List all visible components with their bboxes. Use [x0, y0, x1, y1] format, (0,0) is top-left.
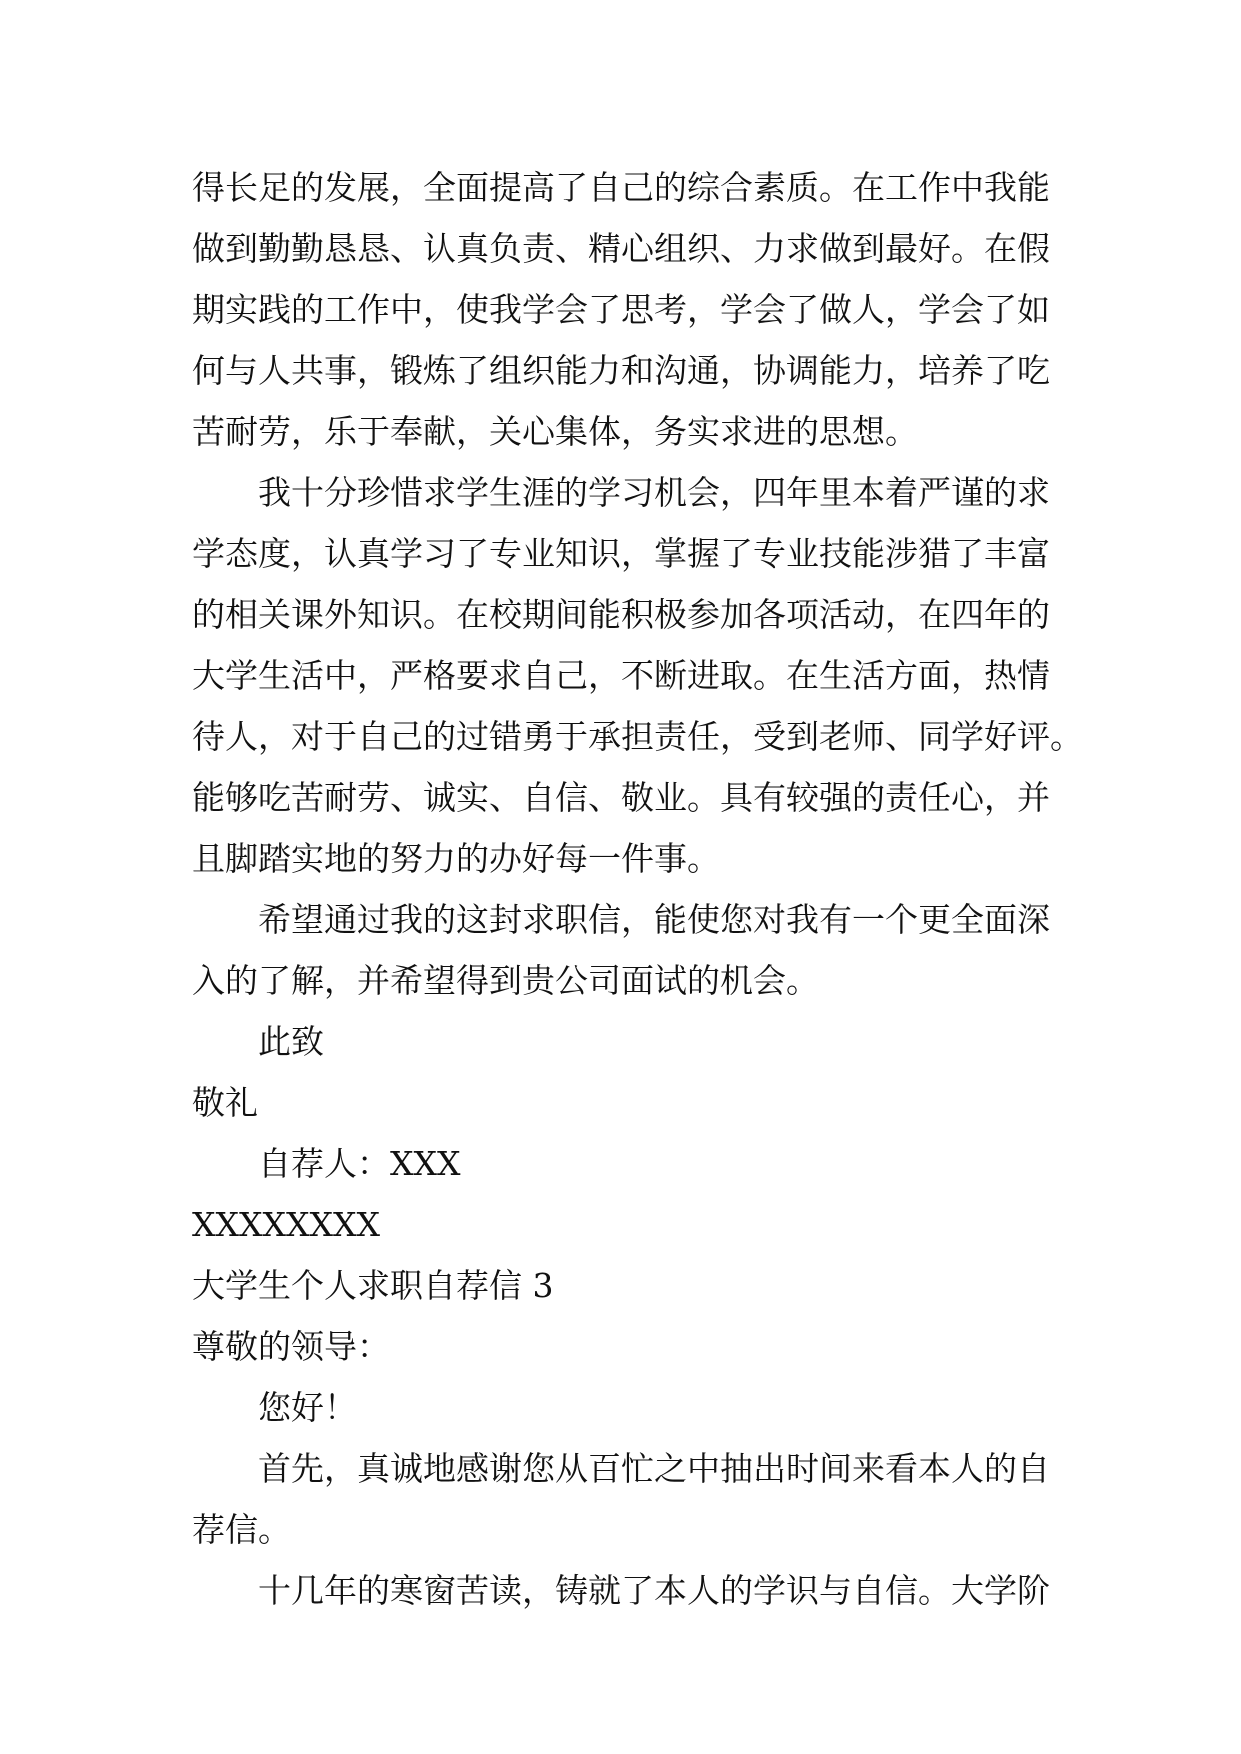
- text-line: 学态度，认真学习了专业知识，掌握了专业技能涉猎了丰富: [192, 534, 1050, 573]
- text-line: 得长足的发展，全面提高了自己的综合素质。在工作中我能: [192, 168, 1050, 207]
- text-line: 何与人共事，锻炼了组织能力和沟通，协调能力，培养了吃: [192, 351, 1050, 390]
- text-line: 我十分珍惜求学生涯的学习机会，四年里本着严谨的求: [258, 473, 1050, 512]
- letter-body: [192, 157, 1083, 1621]
- paragraph-experience: [192, 157, 1050, 462]
- text-line: 入的了解，并希望得到贵公司面试的机会。: [192, 961, 819, 1000]
- text-line: 且脚踏实地的努力的办好每一件事。: [192, 839, 720, 878]
- signature-line: 自荐人：XXX: [258, 1144, 461, 1183]
- text-line: 首先，真诚地感谢您从百忙之中抽出时间来看本人的自: [258, 1449, 1050, 1488]
- greeting-recipient: 尊敬的领导：: [192, 1327, 390, 1366]
- paragraph-hope: [192, 889, 1050, 1011]
- closing-regards: 敬礼: [192, 1083, 258, 1122]
- text-line: 十几年的寒窗苦读，铸就了本人的学识与自信。大学阶: [258, 1571, 1050, 1610]
- text-line: 大学生活中，严格要求自己，不断进取。在生活方面，热情: [192, 656, 1050, 695]
- text-line: 苦耐劳，乐于奉献，关心集体，务实求进的思想。: [192, 412, 918, 451]
- text-line: 荐信。: [192, 1510, 291, 1549]
- paragraph-background: [192, 1560, 1050, 1621]
- text-line: 期实践的工作中，使我学会了思考，学会了做人，学会了如: [192, 290, 1050, 329]
- greeting: 您好！: [258, 1388, 357, 1427]
- paragraph-study: [192, 462, 1083, 889]
- paragraph-thanks: [192, 1438, 1050, 1560]
- text-line: 的相关课外知识。在校期间能积极参加各项活动，在四年的: [192, 595, 1050, 634]
- text-line: 做到勤勤恳恳、认真负责、精心组织、力求做到最好。在假: [192, 229, 1050, 268]
- date-placeholder: XXXXXXXX: [192, 1205, 380, 1244]
- text-line: 能够吃苦耐劳、诚实、自信、敬业。具有较强的责任心，并: [192, 778, 1050, 817]
- section-title: 大学生个人求职自荐信 3: [192, 1266, 554, 1305]
- closing-salutation: 此致: [258, 1022, 324, 1061]
- text-line: 希望通过我的这封求职信，能使您对我有一个更全面深: [258, 900, 1050, 939]
- text-line: 待人，对于自己的过错勇于承担责任，受到老师、同学好评。: [192, 717, 1083, 756]
